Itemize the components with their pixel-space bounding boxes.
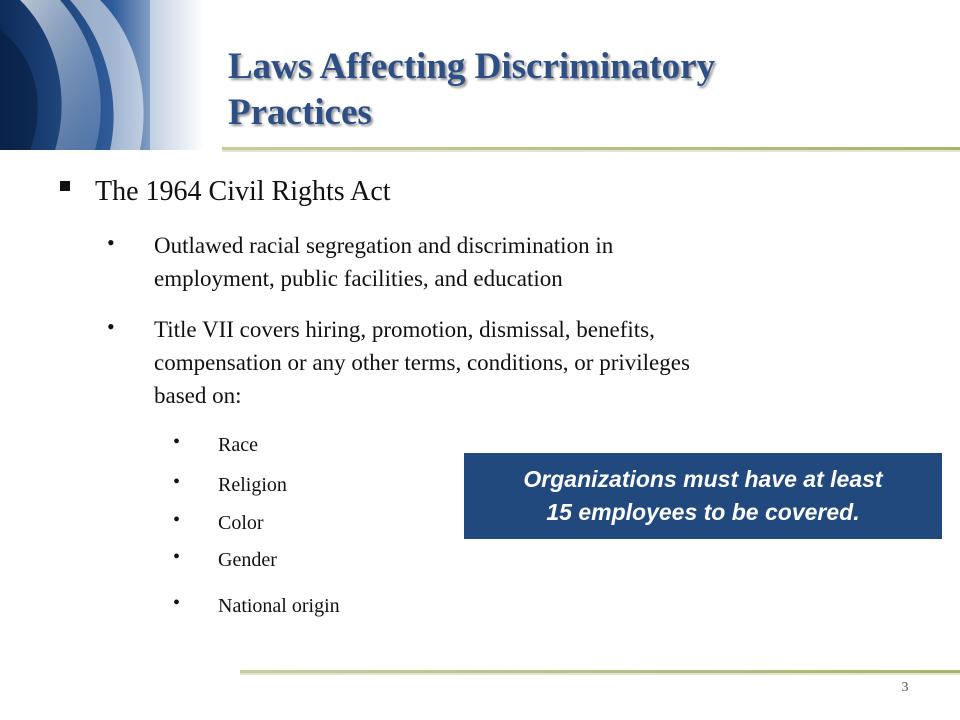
dot-bullet-icon: • (173, 431, 181, 453)
square-bullet-icon (60, 181, 70, 191)
sub-bullet-item (107, 229, 897, 295)
sub-bullet-line: Outlawed racial segregation and discrimination in (154, 233, 614, 258)
basis-text: Color (218, 512, 264, 534)
basis-text: National origin (218, 595, 340, 617)
main-bullet-text: The 1964 Civil Rights Act (95, 176, 391, 207)
sub-bullet-item (107, 313, 897, 412)
sub-bullet-line: based on: (154, 383, 242, 408)
title-divider-shadow (222, 150, 960, 152)
sub-bullet-line: employment, public facilities, and education (154, 266, 563, 291)
dot-bullet-icon: • (173, 592, 181, 614)
dot-bullet-icon: • (173, 471, 181, 493)
title-line-1: Laws Affecting Discriminatory (228, 46, 716, 87)
page-number: 3 (901, 680, 909, 695)
callout-box (464, 453, 942, 539)
dot-bullet-icon: • (173, 509, 181, 531)
basis-text: Gender (218, 549, 277, 571)
title-line-2: Practices (228, 92, 372, 133)
basis-text: Religion (218, 474, 287, 496)
sub-bullet-line: compensation or any other terms, conditions, or privileges (154, 350, 690, 375)
corner-decoration (0, 0, 205, 150)
sub-bullet-text (154, 229, 894, 295)
basis-text: Race (218, 434, 258, 456)
sub-bullet-line: Title VII covers hiring, promotion, dismissal, benefits, (154, 317, 655, 342)
dot-bullet-icon: • (107, 230, 115, 255)
callout-line-2: 15 employees to be covered. (546, 499, 860, 525)
dot-bullet-icon: • (107, 314, 115, 339)
slide-title (228, 44, 928, 136)
sub-bullet-text (154, 313, 894, 412)
dot-bullet-icon: • (173, 546, 181, 568)
footer-divider-shadow (240, 673, 960, 675)
callout-line-1: Organizations must have at least (523, 466, 883, 492)
